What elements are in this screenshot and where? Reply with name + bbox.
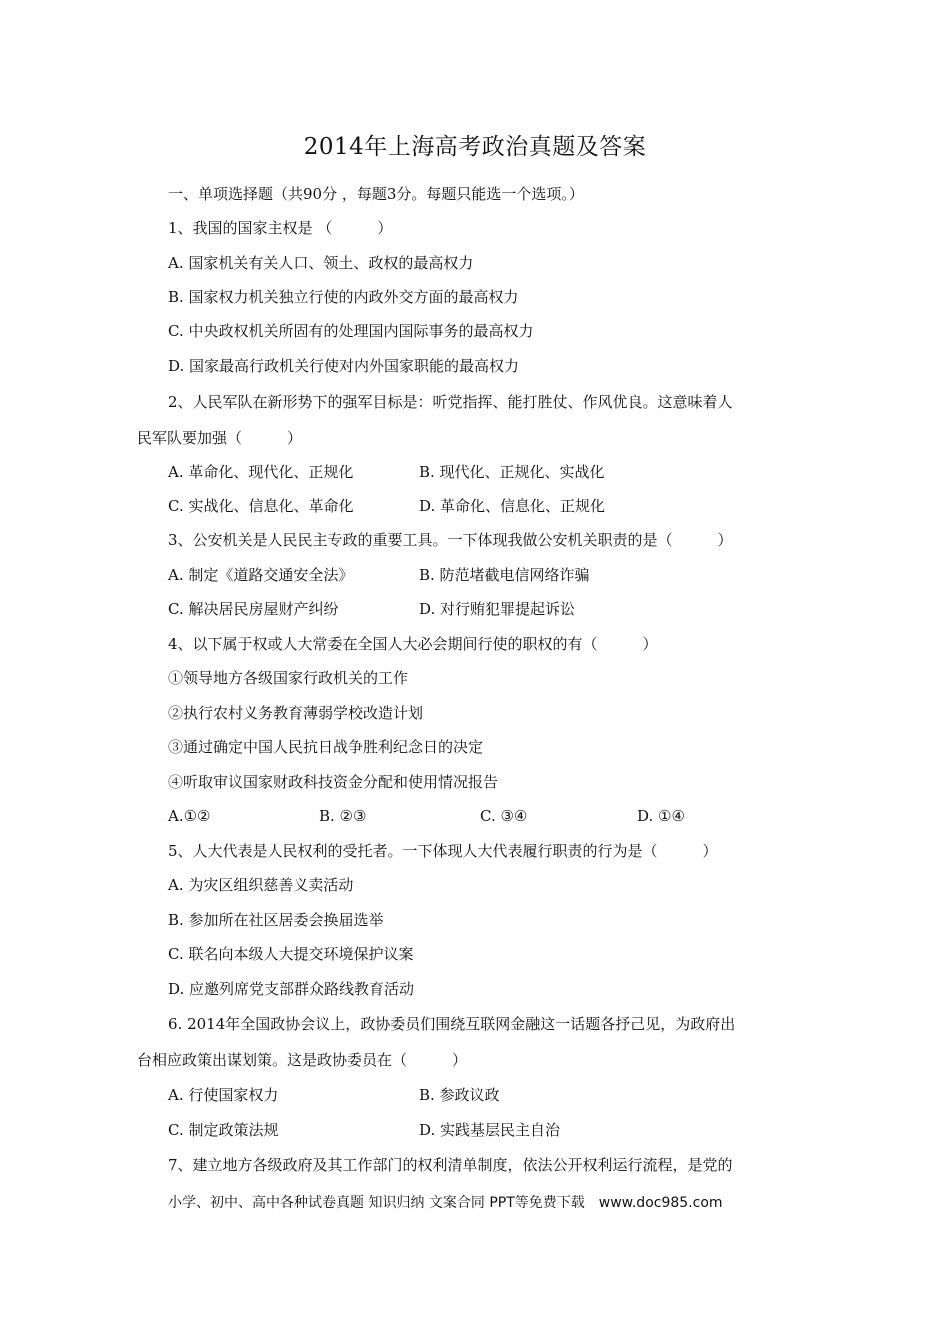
question-4-option-a: A.①② [168, 807, 211, 825]
question-4-option-c: C. ③④ [480, 807, 528, 825]
page-title: 2014年上海高考政治真题及答案 [303, 134, 647, 160]
question-3-option-c: C. 解决居民房屋财产纠纷 [168, 600, 339, 618]
question-5-option-d: D. 应邀列席党支部群众路线教育活动 [168, 980, 415, 998]
question-7-stem-line1: 7、建立地方各级政府及其工作部门的权利清单制度，依法公开权利运行流程，是党的 [168, 1156, 733, 1174]
question-6-stem-line1: 6. 2014年全国政协会议上，政协委员们围绕互联网金融这一话题各抒己见，为政府出 [168, 1015, 736, 1033]
question-4-item-1: ①领导地方各级国家行政机关的工作 [168, 669, 409, 687]
question-1-stem: 1、我国的国家主权是 （ ） [168, 219, 393, 237]
question-2-option-c: C. 实战化、信息化、革命化 [168, 497, 354, 515]
question-6-option-c: C. 制定政策法规 [168, 1121, 279, 1139]
question-6-option-a: A. 行使国家权力 [168, 1086, 279, 1104]
question-4-item-2: ②执行农村义务教育薄弱学校改造计划 [168, 704, 424, 722]
question-1-option-d: D. 国家最高行政机关行使对内外国家职能的最高权力 [168, 357, 520, 375]
question-4-item-3: ③通过确定中国人民抗日战争胜利纪念日的决定 [168, 738, 484, 756]
question-4-item-4: ④听取审议国家财政科技资金分配和使用情况报告 [168, 773, 499, 791]
question-1-option-c: C. 中央政权机关所固有的处理国内国际事务的最高权力 [168, 322, 534, 340]
question-4-stem: 4、以下属于权或人大常委在全国人大必会期间行使的职权的有（ ） [168, 635, 658, 653]
question-6-option-d: D. 实践基层民主自治 [419, 1121, 561, 1139]
question-5-stem: 5、人大代表是人民权利的受托者。一下体现人大代表履行职责的行为是（ ） [168, 842, 718, 860]
question-4-option-d: D. ①④ [637, 807, 685, 825]
question-2-stem-line2: 民军队要加强（ ） [137, 429, 303, 447]
question-6-option-b: B. 参政议政 [419, 1086, 500, 1104]
question-5-option-a: A. 为灾区组织慈善义卖活动 [168, 876, 354, 894]
question-3-stem: 3、公安机关是人民民主专政的重要工具。一下体现我做公安机关职责的是（ ） [168, 531, 733, 549]
question-3-option-a: A. 制定《道路交通安全法》 [168, 566, 354, 584]
question-5-option-c: C. 联名向本级人大提交环境保护议案 [168, 945, 414, 963]
question-3-option-b: B. 防范堵截电信网络诈骗 [419, 566, 590, 584]
question-2-option-d: D. 革命化、信息化、正规化 [419, 497, 606, 515]
question-2-option-a: A. 革命化、现代化、正规化 [168, 463, 354, 481]
question-5-option-b: B. 参加所在社区居委会换届选举 [168, 911, 384, 929]
question-4-option-b: B. ②③ [319, 807, 367, 825]
question-3-option-d: D. 对行贿犯罪提起诉讼 [419, 600, 576, 618]
question-2-stem-line1: 2、人民军队在新形势下的强军目标是：听党指挥、能打胜仗、作风优良。这意味着人 [168, 393, 733, 411]
question-6-stem-line2: 台相应政策出谋划策。这是政协委员在（ ） [137, 1051, 468, 1069]
page-footer: 小学、初中、高中各种试卷真题 知识归纳 文案合同 PPT等免费下载 www.doc985.com [168, 1195, 723, 1211]
question-1-option-b: B. 国家权力机关独立行使的内政外交方面的最高权力 [168, 288, 519, 306]
question-1-option-a: A. 国家机关有关人口、领土、政权的最高权力 [168, 254, 474, 272]
question-2-option-b: B. 现代化、正规化、实战化 [419, 463, 605, 481]
section-header: 一、单项选择题（共90分 ，每题3分。每题只能选一个选项。） [168, 185, 584, 203]
